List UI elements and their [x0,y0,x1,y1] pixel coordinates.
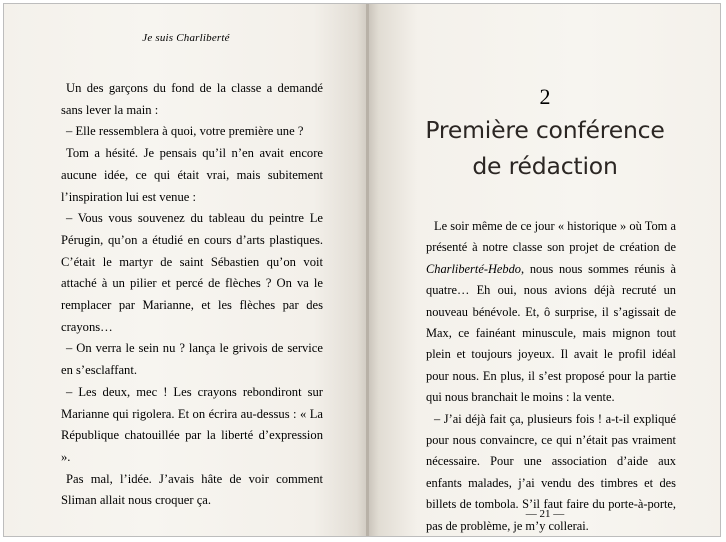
chapter-title-line: Première conférence [425,116,665,144]
paragraph: – Les deux, mec ! Les crayons rebondiront sur Marianne qui rigolera. Et on écrira au-dessus : « La République chatouillée par la liberté d’expression ». [61,384,323,464]
chapter-number: 2 [539,84,551,109]
page-number: — 21 — [525,508,565,520]
paragraph: Tom a hésité. Je pensais qu’il n’en avait encore aucune idée, ce qui était vrai, mais subitement l’inspiration lui est venue : [61,146,323,204]
paragraph: – J’ai déjà fait ça, plusieurs fois ! a-t-il expliqué pour nous convaincre, ce qui n’était pas vraiment nécessaire. Pour une association d’aide aux enfants malades, j’ai vendu des timbres et des billets de tombola. S’il faut faire du porte-à-porte, pas de problème, je m’y collerai. [426,411,676,533]
paragraph: – Elle ressemblera à quoi, votre première une ? [66,124,304,139]
paragraph: – On verra le sein nu ? lança le grivois de service en s’esclaffant. [61,341,323,378]
chapter-title-line: de rédaction [472,152,618,180]
paragraph: Pas mal, l’idée. J’avais hâte de voir comment Sliman allait nous croquer ça. [61,471,323,508]
journal-title: Charliberté-Hebdo [426,261,521,276]
paragraph [426,216,676,409]
paragraph: Un des garçons du fond de la classe a demandé sans lever la main : [61,81,323,117]
running-head: Je suis Charliberté [142,32,230,44]
left-page-text [61,78,323,512]
right-page-text [426,216,676,537]
book-spread [3,3,721,537]
paragraph-text: Le soir même de ce jour « historique » où Tom a présenté à notre classe son projet de création de [426,219,676,255]
paragraph-text: , nous nous sommes réunis à quatre… Eh oui, nous avions déjà recruté un nouveau bénévole. Et, ô surprise, il s’agissait de Max, ce fainéant minuscule, mais mignon tout plein et toujours joyeux. Il avait le profil idéal pour nous. En plus, il s’est proposé pour la partie qui nous branchait le moins : la vente. [426,261,676,405]
paragraph: – Vous vous souvenez du tableau du peintre Le Pérugin, qu’on a étudié en cours d’arts plastiques. C’était le martyr de saint Sébastien qu’on voit attaché à un pilier et percé de flèches ? On va le remplacer par Marianne, et les flèches par des crayons… [61,211,323,334]
chapter-title [368,112,721,184]
